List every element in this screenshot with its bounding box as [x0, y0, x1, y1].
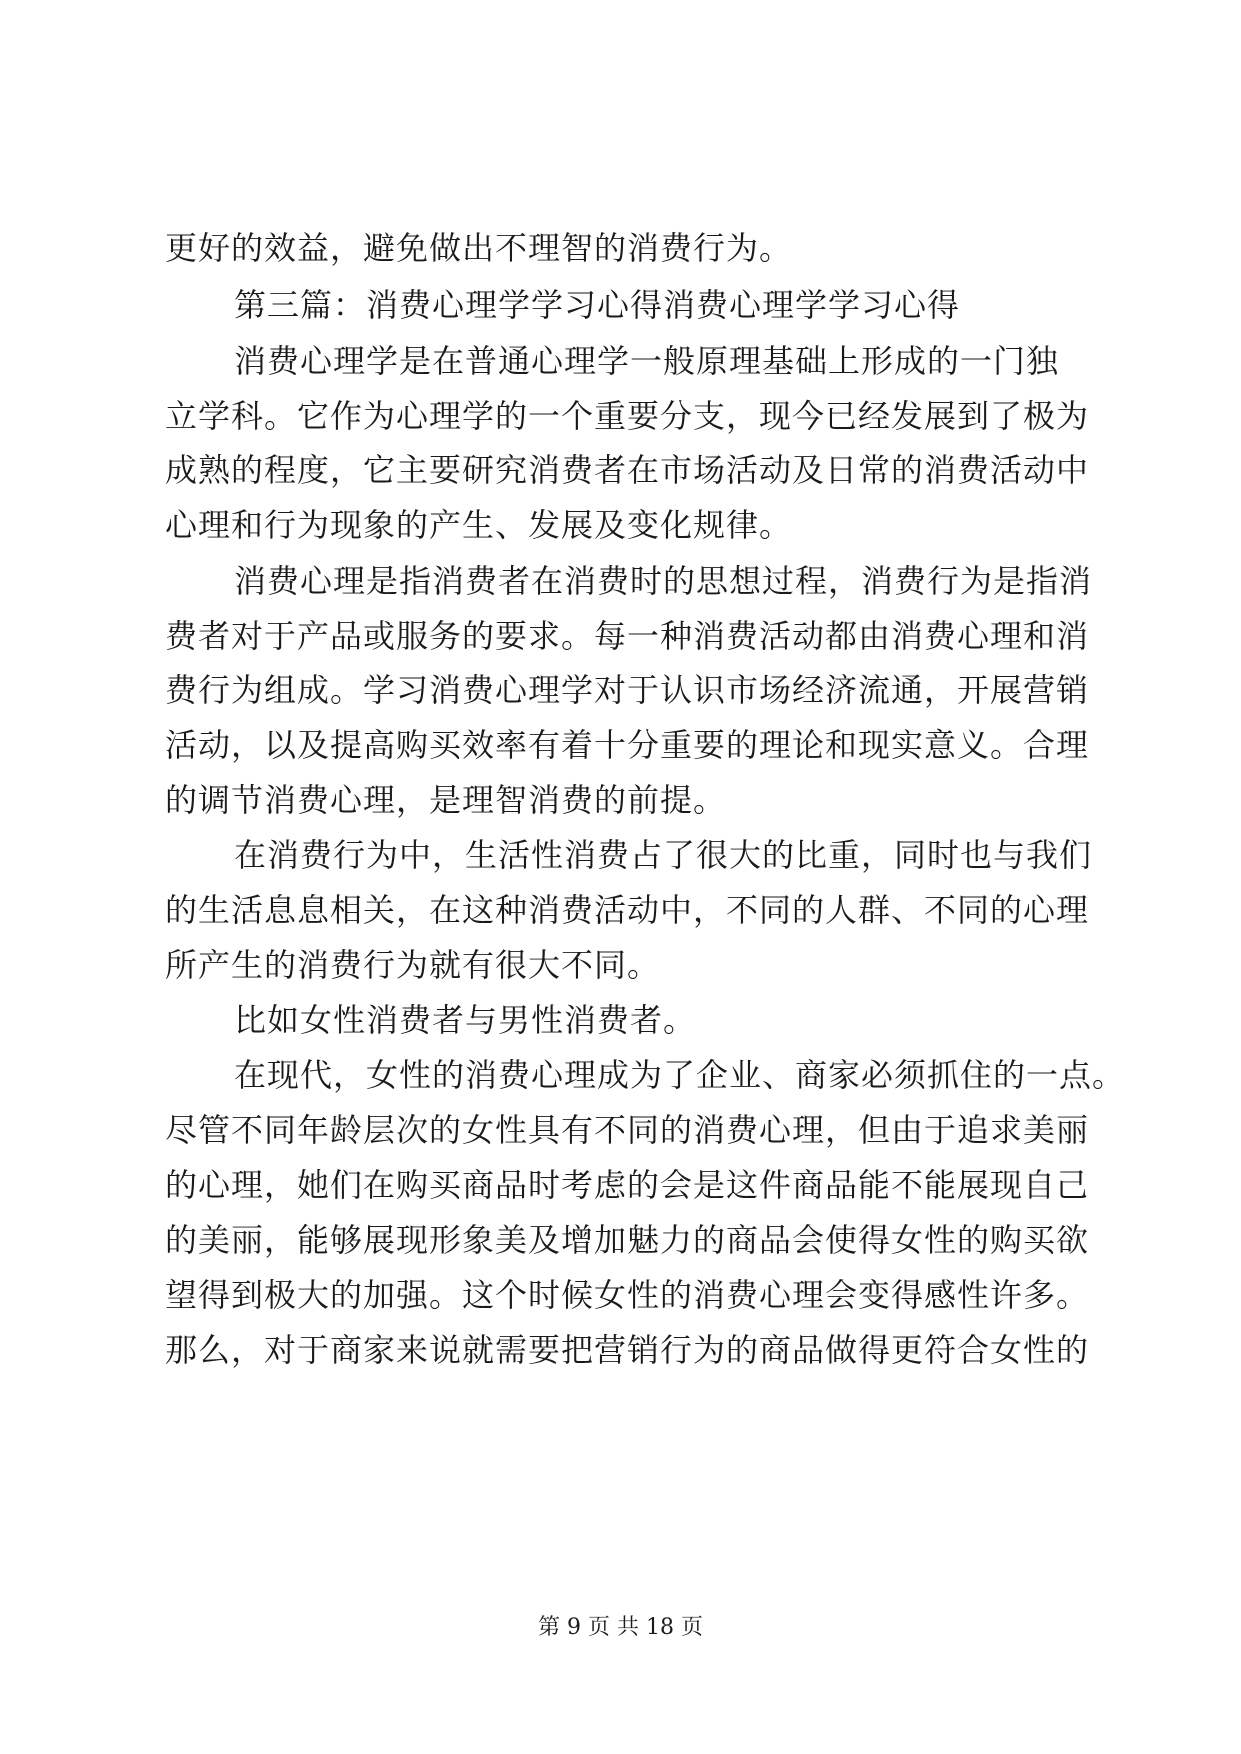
page-number-footer: 第 9 页 共 18 页 — [538, 1615, 703, 1640]
text-line: 消费心理学是在普通心理学一般原理基础上形成的一门独 — [234, 342, 1060, 380]
text-line: 更好的效益，避免做出不理智的消费行为。 — [165, 229, 793, 267]
text-line: 立学科。它作为心理学的一个重要分支，现今已经发展到了极为 — [165, 397, 1090, 435]
section-heading: 第三篇：消费心理学学习心得消费心理学学习心得 — [234, 286, 961, 324]
text-line: 尽管不同年龄层次的女性具有不同的消费心理，但由于追求美丽 — [165, 1111, 1090, 1149]
text-line: 费者对于产品或服务的要求。每一种消费活动都由消费心理和消 — [165, 617, 1090, 655]
text-line: 活动，以及提高购买效率有着十分重要的理论和现实意义。合理 — [165, 726, 1090, 764]
text-line: 的心理，她们在购买商品时考虑的会是这件商品能不能展现自己 — [165, 1166, 1090, 1204]
text-line: 的生活息息相关，在这种消费活动中，不同的人群、不同的心理 — [165, 891, 1090, 929]
text-line: 比如女性消费者与男性消费者。 — [234, 1001, 697, 1039]
text-line: 成熟的程度，它主要研究消费者在市场活动及日常的消费活动中 — [165, 451, 1090, 489]
text-line: 所产生的消费行为就有很大不同。 — [165, 946, 661, 984]
text-line: 在消费行为中，生活性消费占了很大的比重，同时也与我们 — [234, 836, 1093, 874]
text-line: 那么，对于商家来说就需要把营销行为的商品做得更符合女性的 — [165, 1331, 1090, 1369]
text-line: 费行为组成。学习消费心理学对于认识市场经济流通，开展营销 — [165, 671, 1090, 709]
text-line: 的美丽，能够展现形象美及增加魅力的商品会使得女性的购买欲 — [165, 1221, 1090, 1259]
text-line: 的调节消费心理，是理智消费的前提。 — [165, 781, 727, 819]
text-line: 在现代，女性的消费心理成为了企业、商家必须抓住的一点。 — [234, 1056, 1126, 1094]
text-line: 心理和行为现象的产生、发展及变化规律。 — [165, 506, 793, 544]
text-line: 望得到极大的加强。这个时候女性的消费心理会变得感性许多。 — [165, 1276, 1090, 1314]
text-line: 消费心理是指消费者在消费时的思想过程，消费行为是指消 — [234, 562, 1093, 600]
